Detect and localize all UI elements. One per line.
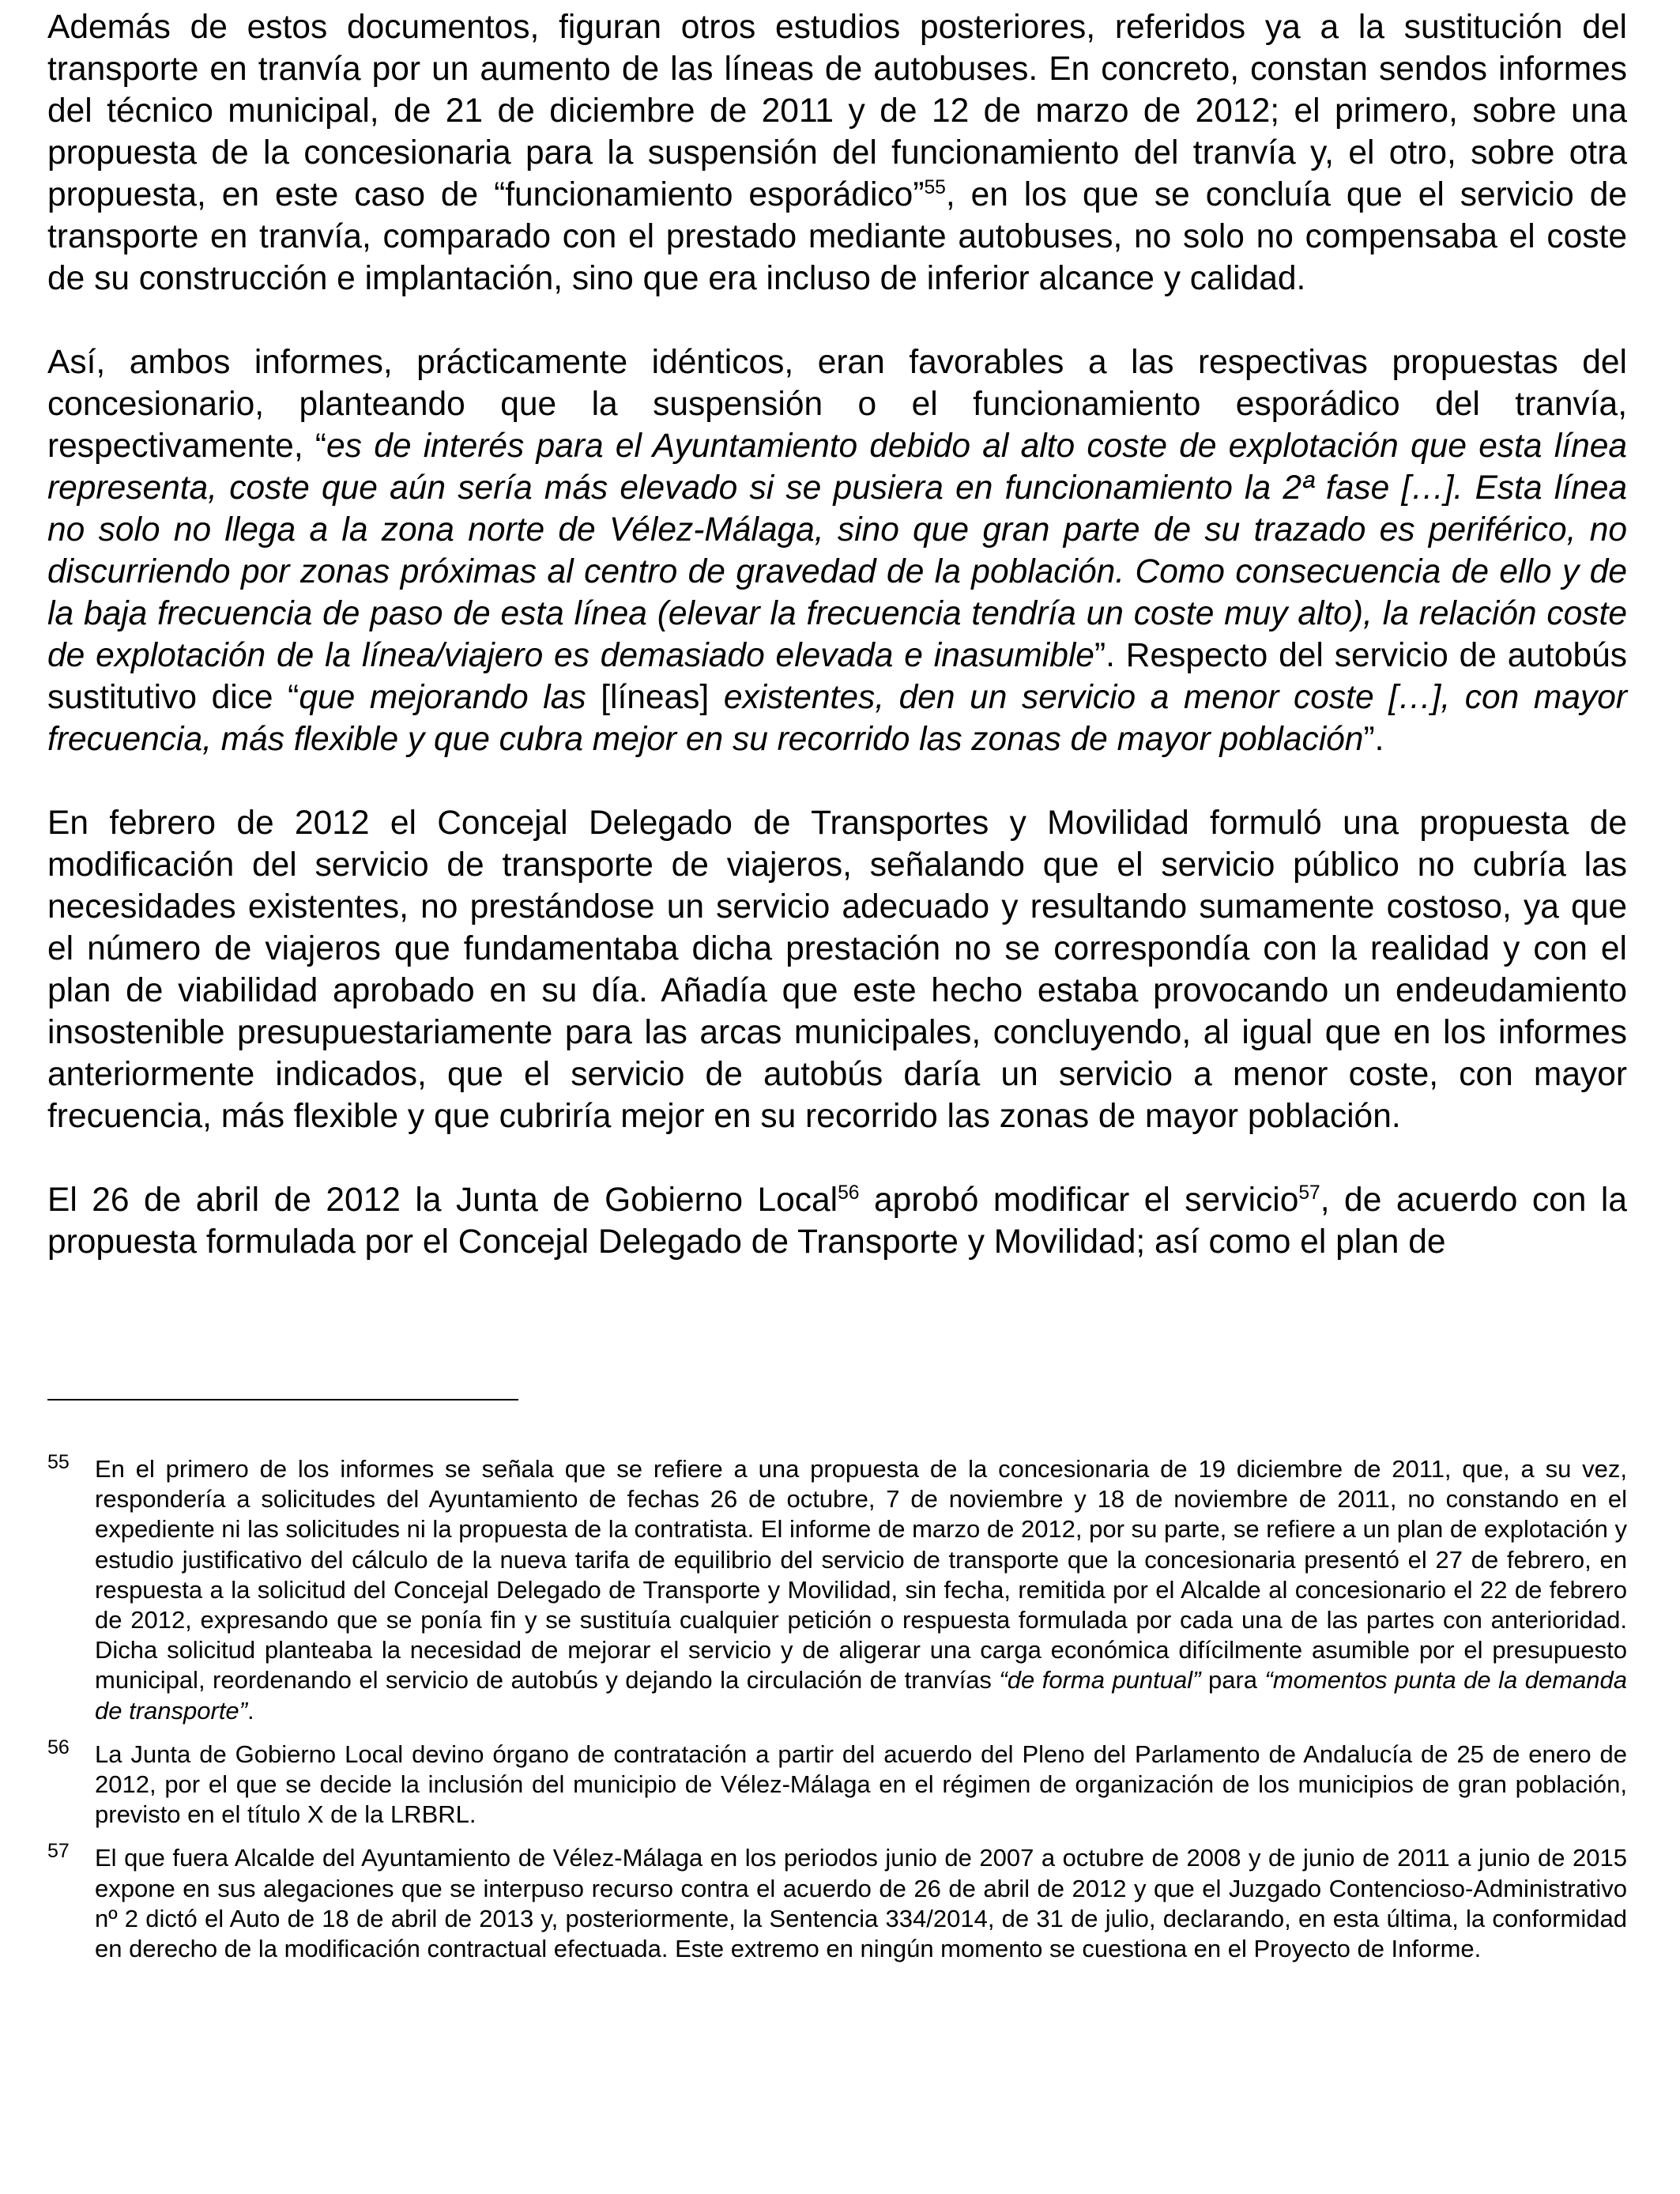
text-run: para (1200, 1666, 1265, 1695)
quoted-text: “momentos punta de la demanda de transporte” (95, 1666, 1627, 1725)
quoted-text: es de interés para el Ayuntamiento debido al alto coste de explotación que esta línea representa, coste que aún sería más elevado si se pusiera en funcionamiento la 2ª fase […]. Esta línea no solo no llega a la zona norte de Vélez-Málaga, sino que gran parte de su trazado es periférico, no discurriendo por zonas próximas al centro de gravedad de la población. Como consecuencia de ello y de la baja frecuencia de paso de esta línea (elevar la frecuencia tendría un coste muy alto), la relación coste de explotación de la línea/viajero es demasiado elevada e inasumible (47, 428, 1627, 674)
text-run: Además de estos documentos, figuran otros estudios posteriores, referidos ya a la sustitución del transporte en tranvía por un aumento de las líneas de autobuses. En concreto, constan sendos informes del técnico municipal, de 21 de diciembre de 2011 y de 12 de marzo de 2012; el primero, sobre una propuesta de la concesionaria para la suspensión del funcionamiento del tranvía y, el otro, sobre otra propuesta, en este caso de “funcionamiento esporádico” (47, 9, 1627, 213)
text-run: El 26 de abril de 2012 la Junta de Gobierno Local (47, 1182, 838, 1219)
text-run: , de acuerdo con la propuesta formulada por el Concejal Delegado de Transporte y Movilidad; así como el plan de (47, 1182, 1627, 1261)
quoted-text: que mejorando las (299, 679, 601, 716)
document-body (47, 6, 1627, 1305)
text-run: Así, ambos informes, prácticamente idénticos, eran favorables a las respectivas propuestas del concesionario, planteando que la suspensión o el funcionamiento esporádico del tranvía, respectivamente, “ (47, 344, 1627, 465)
body-paragraph (47, 6, 1627, 300)
footnote-55 (47, 1451, 1627, 1726)
body-paragraph (47, 341, 1627, 760)
body-paragraph (47, 1179, 1627, 1263)
text-run: En el primero de los informes se señala que se refiere a una propuesta de la concesionaria de 19 diciembre de 2011, que, a su vez, respondería a solicitudes del Ayuntamiento de fechas 26 de octubre, 7 de noviembre y 18 de noviembre de 2011, no constando en el expediente ni las solicitudes ni la propuesta de la contratista. El informe de marzo de 2012, por su parte, se refiere a un plan de explotación y estudio justificativo del cálculo de la nueva tarifa de equilibrio del servicio de transporte que la concesionaria presentó el 27 de febrero, en respuesta a la solicitud del Concejal Delegado de Transporte y Movilidad, sin fecha, remitida por el Alcalde al concesionario el 22 de febrero de 2012, expresando que se ponía fin y se sustituía cualquier petición o respuesta formulada por cada una de las partes con anterioridad. Dicha solicitud planteaba la necesidad de mejorar el servicio y de aligerar una carga económica difícilmente asumible por el presupuesto municipal, reordenando el servicio de autobús y dejando la circulación de tranvías (95, 1455, 1627, 1695)
footnote-57 (47, 1840, 1627, 1964)
footnote-56 (47, 1736, 1627, 1830)
text-run: , en los que se concluía que el servicio de transporte en tranvía, comparado con el prestado mediante autobuses, no solo no compensaba el coste de su construcción e implantación, sino que era incluso de inferior alcance y calidad. (47, 176, 1627, 297)
text-run: En febrero de 2012 el Concejal Delegado de Transportes y Movilidad formuló una propuesta de modificación del servicio de transporte de viajeros, señalando que el servicio público no cubría las necesidades existentes, no prestándose un servicio adecuado y resultando sumamente costoso, ya que el número de viajeros que fundamentaba dicha prestación no se correspondía con la realidad y con el plan de viabilidad aprobado en su día. Añadía que este hecho estaba provocando un endeudamiento insostenible presupuestariamente para las arcas municipales, concluyendo, al igual que en los informes anteriormente indicados, que el servicio de autobús daría un servicio a menor coste, con mayor frecuencia, más flexible y que cubriría mejor en su recorrido las zonas de mayor población. (47, 805, 1627, 1135)
quoted-text: “de forma puntual” (999, 1666, 1201, 1695)
quoted-text: existentes, den un servicio a menor coste […], con mayor frecuencia, más flexible y que cubra mejor en su recorrido las zonas de mayor población (47, 679, 1627, 758)
text-run: [líneas] (601, 679, 724, 716)
footnote-number: 55 (47, 1451, 70, 1473)
footnotes (47, 1451, 1627, 1977)
footnote-number: 56 (47, 1736, 70, 1759)
text-run: ”. (1363, 721, 1384, 758)
text-run: ”. Respecto del servicio de autobús sustitutivo dice “ (47, 637, 1627, 716)
footnote-number: 57 (47, 1840, 70, 1863)
text-run: La Junta de Gobierno Local devino órgano de contratación a partir del acuerdo del Pleno del Parlamento de Andalucía de 25 de enero de 2012, por el que se decide la inclusión del municipio de Vélez-Málaga en el régimen de organización de los municipios de gran población, previsto en el título X de la LRBRL. (95, 1740, 1627, 1829)
text-run: El que fuera Alcalde del Ayuntamiento de Vélez-Málaga en los periodos junio de 2007 a octubre de 2008 y de junio de 2011 a junio de 2015 expone en sus alegaciones que se interpuso recurso contra el acuerdo de 26 de abril de 2012 y que el Juzgado Contencioso-Administrativo nº 2 dictó el Auto de 18 de abril de 2013 y, posteriormente, la Sentencia 334/2014, de 31 de julio, declarando, en esta última, la conformidad en derecho de la modificación contractual efectuada. Este extremo en ningún momento se cuestiona en el Proyecto de Informe. (95, 1844, 1627, 1963)
text-run: . (247, 1696, 254, 1725)
footnote-ref-56[interactable]: 56 (838, 1182, 860, 1204)
body-paragraph (47, 802, 1627, 1137)
footnote-ref-55[interactable]: 55 (924, 176, 946, 198)
text-run: aprobó modificar el servicio (859, 1182, 1299, 1219)
footnote-ref-57[interactable]: 57 (1298, 1182, 1320, 1204)
footnote-separator (47, 1399, 518, 1400)
